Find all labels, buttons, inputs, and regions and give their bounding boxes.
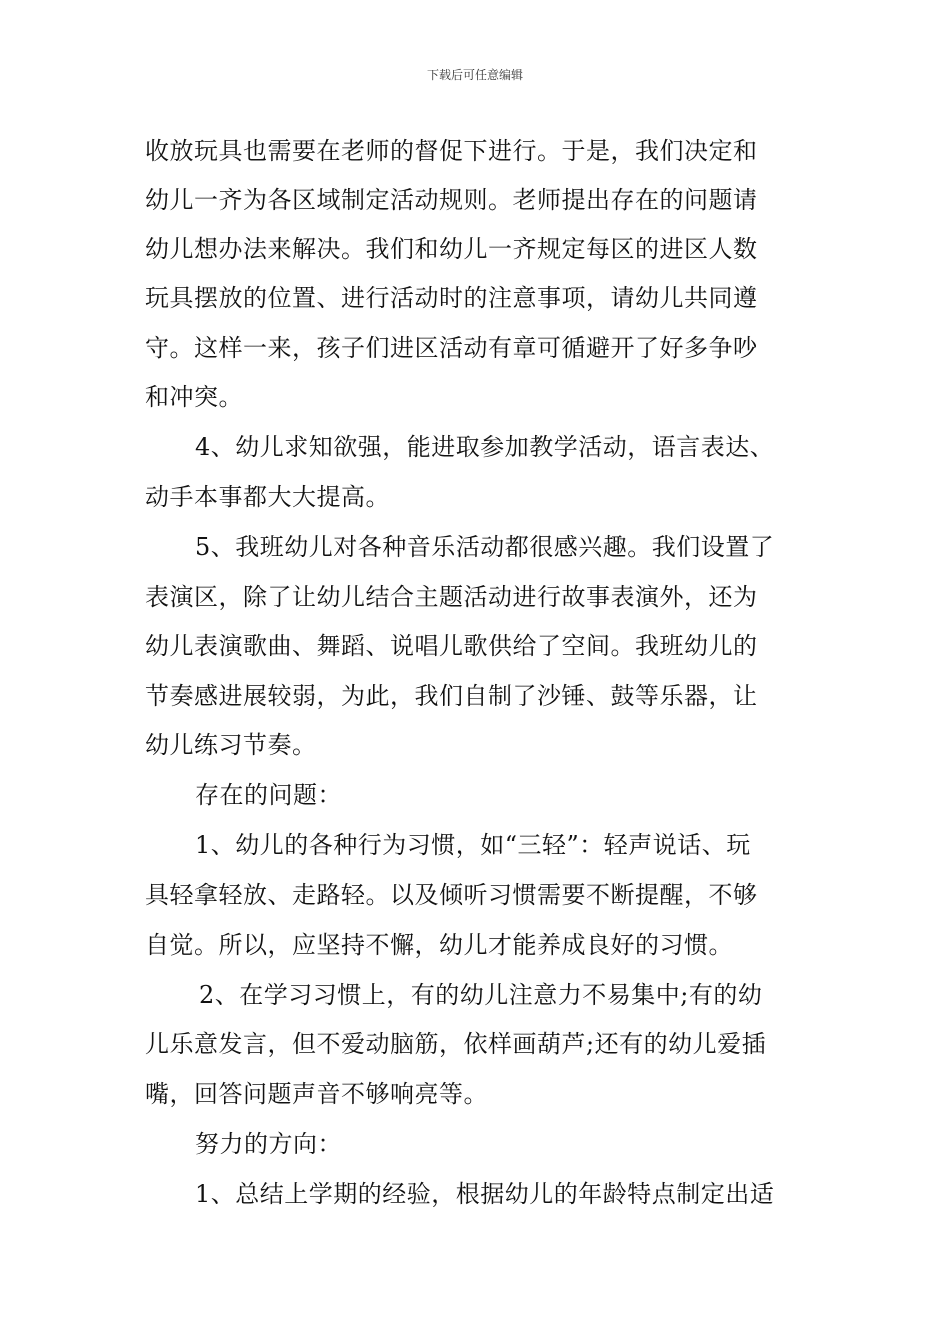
section-heading: 存在的问题： xyxy=(195,781,342,809)
text-line: 4、幼儿求知欲强，能进取参加教学活动，语言表达、 xyxy=(195,433,775,461)
text-line: 动手本事都大大提高。 xyxy=(145,483,390,511)
text-line: 幼儿想办法来解决。我们和幼儿一齐规定每区的进区人数 xyxy=(145,235,758,263)
text-line: 幼儿练习节奏。 xyxy=(145,731,317,759)
text-line: 和冲突。 xyxy=(145,383,243,411)
text-line: 2、在学习习惯上，有的幼儿注意力不易集中;有的幼 xyxy=(199,981,763,1009)
text-line: 玩具摆放的位置、进行活动时的注意事项，请幼儿共同遵 xyxy=(145,284,758,312)
text-line: 1、总结上学期的经验，根据幼儿的年龄特点制定出适 xyxy=(195,1180,775,1208)
text-line: 幼儿一齐为各区域制定活动规则。老师提出存在的问题请 xyxy=(145,186,758,214)
text-line: 收放玩具也需要在老师的督促下进行。于是，我们决定和 xyxy=(145,137,758,165)
text-line: 5、我班幼儿对各种音乐活动都很感兴趣。我们设置了 xyxy=(195,533,775,561)
text-line: 表演区，除了让幼儿结合主题活动进行故事表演外，还为 xyxy=(145,583,758,611)
text-line: 守。这样一来，孩子们进区活动有章可循避开了好多争吵 xyxy=(145,334,758,362)
text-line: 自觉。所以，应坚持不懈，幼儿才能养成良好的习惯。 xyxy=(145,931,733,959)
text-line: 儿乐意发言，但不爱动脑筋，依样画葫芦;还有的幼儿爱插 xyxy=(145,1030,767,1058)
text-line: 嘴，回答问题声音不够响亮等。 xyxy=(145,1080,488,1108)
section-heading: 努力的方向： xyxy=(195,1130,342,1158)
text-line: 1、幼儿的各种行为习惯，如“三轻”：轻声说话、玩 xyxy=(195,831,751,859)
page-header: 下载后可任意编辑 xyxy=(426,68,523,82)
text-line: 幼儿表演歌曲、舞蹈、说唱儿歌供给了空间。我班幼儿的 xyxy=(145,632,758,660)
text-line: 具轻拿轻放、走路轻。以及倾听习惯需要不断提醒，不够 xyxy=(145,881,758,909)
text-line: 节奏感进展较弱，为此，我们自制了沙锤、鼓等乐器，让 xyxy=(145,682,758,710)
